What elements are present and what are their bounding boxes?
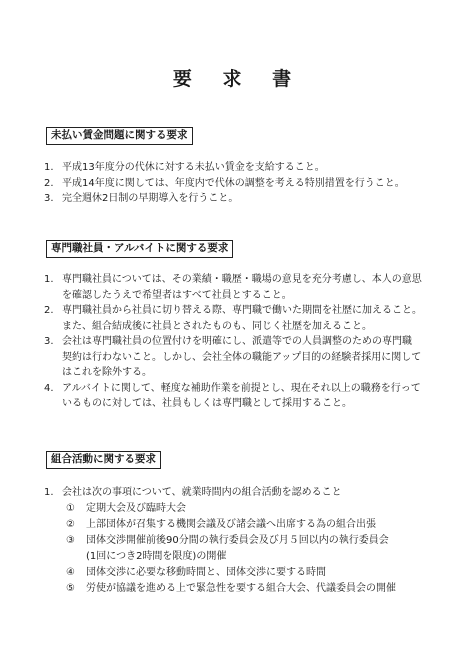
list-item xyxy=(44,485,464,501)
item-text: 団体交渉開催前後90分間の執行委員会及び月５回以内の執行委員会 xyxy=(86,535,389,546)
item-text: を確認したうえで希望者はすべて社員とすること。 xyxy=(62,289,292,301)
sub-list-item xyxy=(66,533,396,565)
item-text: 平成13年度分の代休に対する未払い賃金を支給すること。 xyxy=(62,162,325,173)
item-text: 平成14年度に関しては、年度内で代休の調整を考える特別措置を行うこと。 xyxy=(62,177,405,189)
item-text: アルバイトに関して、軽度な補助作業を前提とし、現在それ以上の職務を行って xyxy=(62,382,421,394)
item-marker: ① xyxy=(66,503,75,514)
item-text: 契約は行わないこと。しかし、会社全体の職能アップ目的の経験者採用に関して xyxy=(62,351,422,363)
item-number: 1. xyxy=(44,274,54,285)
sub-list-item xyxy=(66,581,396,597)
section-heading-union-activity: 組合活動に関する要求 xyxy=(46,451,161,469)
item-text: 団体交渉に必要な移動時間と、団体交渉に要する時間 xyxy=(86,567,326,578)
item-text: また、組合結成後に社員とされたものも、同じく社歴を加えること。 xyxy=(62,320,372,332)
document-title: 要 求 書 xyxy=(172,68,304,90)
item-text: 定期大会及び臨時大会 xyxy=(86,503,186,514)
sub-list-item xyxy=(66,501,396,517)
item-marker: ② xyxy=(66,519,75,530)
item-text: はこれを除外する。 xyxy=(62,367,152,378)
list-item xyxy=(44,272,464,303)
list-item xyxy=(44,303,464,334)
item-number: 2. xyxy=(44,177,54,189)
section-list-union-activity xyxy=(44,485,464,501)
list-item xyxy=(44,191,464,207)
item-text: 専門職社員から社員に切り替える際、専門職で働いた期間を社歴に加えること。 xyxy=(62,305,422,316)
union-activity-sublist xyxy=(66,501,396,597)
item-text: 専門職社員については、その業績・職歴・職場の意見を充分考慮し、本人の意思 xyxy=(62,274,422,285)
section-list-contract-staff xyxy=(44,272,464,412)
list-item xyxy=(44,334,464,381)
list-item xyxy=(44,176,464,192)
item-marker: ④ xyxy=(66,567,75,578)
list-item xyxy=(44,381,464,412)
item-text: いるものに対しては、社員もしくは専門職として採用すること。 xyxy=(62,398,352,409)
item-number: 4. xyxy=(44,382,54,394)
item-marker: ⑤ xyxy=(66,583,75,594)
section-heading-contract-staff: 専門職社員・アルバイトに関する要求 xyxy=(46,240,233,258)
item-number: 3. xyxy=(44,336,54,347)
item-number: 2. xyxy=(44,305,54,316)
item-text: 会社は次の事項について、就業時間内の組合活動を認めること xyxy=(62,487,342,498)
sub-list-item xyxy=(66,565,396,581)
item-number: 3. xyxy=(44,193,54,204)
item-text: 会社は専門職社員の位置付けを明確にし、派遣等での人員調整のための専門職 xyxy=(62,336,412,347)
item-marker: ③ xyxy=(66,535,75,546)
item-text: (1回につき2時間を限度)の開催 xyxy=(86,551,227,562)
item-text: 上部団体が召集する機関会議及び諸会議へ出席する為の組合出張 xyxy=(86,519,376,530)
item-text: 労使が協議を進める上で緊急性を要する組合大会、代議委員会の開催 xyxy=(86,583,396,594)
item-number: 1. xyxy=(44,487,54,498)
sub-list-item xyxy=(66,517,396,533)
section-list-unpaid-wages xyxy=(44,160,464,207)
item-text: 完全週休2日制の早期導入を行うこと。 xyxy=(62,193,239,204)
section-heading-unpaid-wages: 未払い賃金問題に関する要求 xyxy=(46,127,193,145)
list-item xyxy=(44,160,464,176)
item-number: 1. xyxy=(44,162,54,173)
